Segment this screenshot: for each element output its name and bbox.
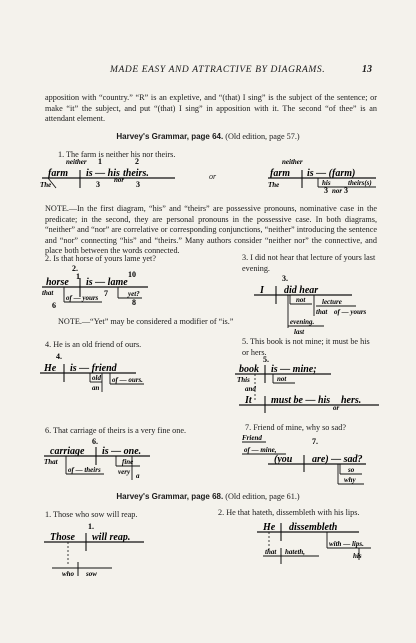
d3-subject: I — [260, 285, 264, 296]
d7-you: (you — [274, 454, 293, 465]
d5-hers: hers. — [341, 395, 362, 406]
d7-so: so — [348, 466, 355, 474]
d5-num: 5. — [263, 355, 269, 364]
d5-or: or — [333, 404, 340, 412]
d1a-neither: neither — [66, 158, 87, 166]
d4-predicate: is — friend — [70, 363, 117, 374]
item3-diagram — [252, 272, 377, 338]
d1a-the: The — [40, 181, 52, 189]
d1b-s2: 3 — [344, 186, 348, 194]
d2-n7: 7 — [104, 289, 108, 298]
item7-diagram — [240, 430, 370, 488]
d2-of-yours: of — yours — [66, 294, 99, 302]
item7-question: 7. Friend of mine, why so sad? — [245, 423, 346, 432]
item2-question: 2. Is that horse of yours lame yet? — [45, 254, 156, 263]
d3-last: last — [294, 328, 305, 336]
item3-question: 3. I did not hear that lecture of yours last evening. — [242, 253, 376, 273]
d2-yet: yet? — [128, 290, 140, 298]
d9-his: his — [353, 552, 362, 560]
d5-subject: book — [239, 364, 259, 375]
d2-n6: 6 — [52, 301, 56, 310]
item2-note: NOTE.—“Yet” may be considered a modifier of “is.” — [58, 317, 234, 326]
page-number: 13 — [362, 64, 372, 75]
d5-predicate: is — mine; — [271, 364, 317, 375]
d1a-s1: 3 — [96, 180, 100, 189]
d3-not: not — [296, 296, 306, 304]
d3-evening: evening. — [290, 318, 315, 326]
item5-diagram — [235, 353, 385, 421]
d6-of-theirs: of — theirs — [68, 466, 101, 474]
d3-that: that — [316, 308, 328, 316]
d1a-n1: 1 — [98, 158, 102, 166]
section1-heading — [0, 132, 416, 141]
d1b-nor: nor — [332, 187, 343, 194]
d6-num: 6. — [92, 437, 98, 446]
item1-diagram-b — [268, 158, 380, 194]
d4-num: 4. — [56, 352, 62, 361]
section2-source: Harvey's Grammar, page 68. — [116, 492, 224, 501]
d3-predicate: did hear — [284, 285, 319, 296]
item8-question: 1. Those who sow will reap. — [45, 510, 138, 519]
d2-subject: horse — [46, 277, 69, 288]
section1-source: Harvey's Grammar, page 64. — [116, 132, 224, 141]
running-header: MADE EASY AND ATTRACTIVE BY DIAGRAMS. — [110, 65, 326, 75]
d1b-the: The — [268, 181, 280, 189]
d7-are-sad: are) — sad? — [312, 454, 363, 465]
d4-of-ours: of — ours. — [112, 376, 143, 384]
d9-with-lips: with — lips. — [329, 540, 364, 548]
d1b-neither: neither — [282, 158, 303, 166]
d1b-his: his — [322, 179, 331, 187]
d8-num: 1. — [88, 522, 94, 531]
item4-diagram — [40, 350, 180, 398]
d5-and: and — [245, 385, 256, 393]
d1b-predicate: is — (farm) — [307, 168, 356, 179]
d1b-subject: farm — [270, 168, 290, 179]
item4-question: 4. He is an old friend of ours. — [45, 340, 142, 349]
d1a-n2: 2 — [135, 158, 139, 166]
section1-note: (Old edition, page 57.) — [225, 132, 300, 141]
d6-predicate: is — one. — [102, 446, 142, 457]
intro-paragraph: apposition with “country.” “R” is an expletive, and “(that) I sing” is the subject of the sentence; or make “it” the subject, and put “(that) I sing” in apposition with it. The second “of thee” is an attendant element. — [45, 93, 377, 123]
d1a-nor: nor — [114, 176, 125, 184]
item2-diagram — [40, 262, 190, 314]
d4-subject: He — [44, 363, 57, 374]
d1a-theirs: theirs. — [123, 168, 149, 179]
item6-diagram — [40, 434, 180, 486]
d2-n1: 1 — [76, 272, 80, 281]
item9-diagram — [255, 516, 380, 576]
d2-n8: 8 — [132, 298, 136, 307]
d5-predicate2: must be — his — [271, 395, 331, 406]
item9-question: 2. He that hateth, dissembleth with his lips. — [218, 508, 360, 517]
d6-subject: carriage — [50, 446, 85, 457]
d3-lecture: lecture — [322, 298, 342, 306]
d9-predicate: dissembleth — [289, 522, 338, 533]
d2-n10: 10 — [128, 270, 136, 279]
d3-of-yours: of — yours — [334, 308, 367, 316]
d7-of-mine: of — mine, — [244, 446, 277, 454]
d2-predicate: is — lame — [86, 277, 128, 288]
d1b-s1: 3 — [324, 186, 328, 194]
d9-hateth: hateth, — [285, 548, 306, 556]
d1a-s2: 3 — [136, 180, 140, 189]
d7-friend: Friend — [242, 434, 262, 442]
item8-diagram — [40, 520, 160, 582]
d1a-subject: farm — [48, 168, 68, 179]
d9-subject: He — [263, 522, 276, 533]
note-paragraph: NOTE.—In the first diagram, “his” and “theirs” are possessive pronouns, nominative case in the predicate; in the second, they are personal pronouns in the possessive case. In both diagrams, “neither” and “nor” are correlative or corresponding conjunctions, “neither” introducing the sentence and “nor” connecting “his” and “theirs.” Many authors consider “neither nor” the connective, and place both between the words connected. — [45, 204, 377, 255]
d6-very: very — [118, 468, 131, 476]
item5-question: 5. This book is not mine; it must be his or hers. — [242, 337, 370, 357]
d8-who: who — [62, 570, 75, 578]
d6-fine: fine — [122, 458, 134, 466]
d5-this: This — [237, 376, 250, 384]
d7-why: why — [344, 476, 356, 484]
d6-that: That — [44, 458, 58, 466]
section2-note: (Old edition, page 61.) — [225, 492, 300, 501]
d8-subject: Those — [50, 532, 75, 543]
item1-diagram-a — [40, 158, 215, 192]
d2-that: that — [42, 289, 54, 297]
d8-predicate: will reap. — [92, 532, 131, 543]
section2-heading — [0, 492, 416, 501]
d5-not: not — [277, 375, 287, 383]
item6-question: 6. That carriage of theirs is a very fine one. — [45, 426, 187, 435]
d6-a: a — [136, 472, 140, 480]
d4-an: an — [92, 384, 100, 392]
d7-num: 7. — [312, 437, 318, 446]
d8-sow: sow — [86, 570, 97, 578]
d5-subject2: It — [245, 395, 252, 406]
d4-old: old — [92, 374, 101, 382]
item1-or: or — [209, 172, 217, 181]
d3-num: 3. — [282, 274, 288, 283]
d2-num: 2. — [72, 264, 78, 273]
item1-question: 1. The farm is neither his nor theirs. — [58, 150, 176, 159]
d1b-theirs: theirs(s) — [348, 179, 372, 187]
d1a-predicate: is — his — [86, 168, 120, 179]
d9-that: that — [265, 548, 277, 556]
